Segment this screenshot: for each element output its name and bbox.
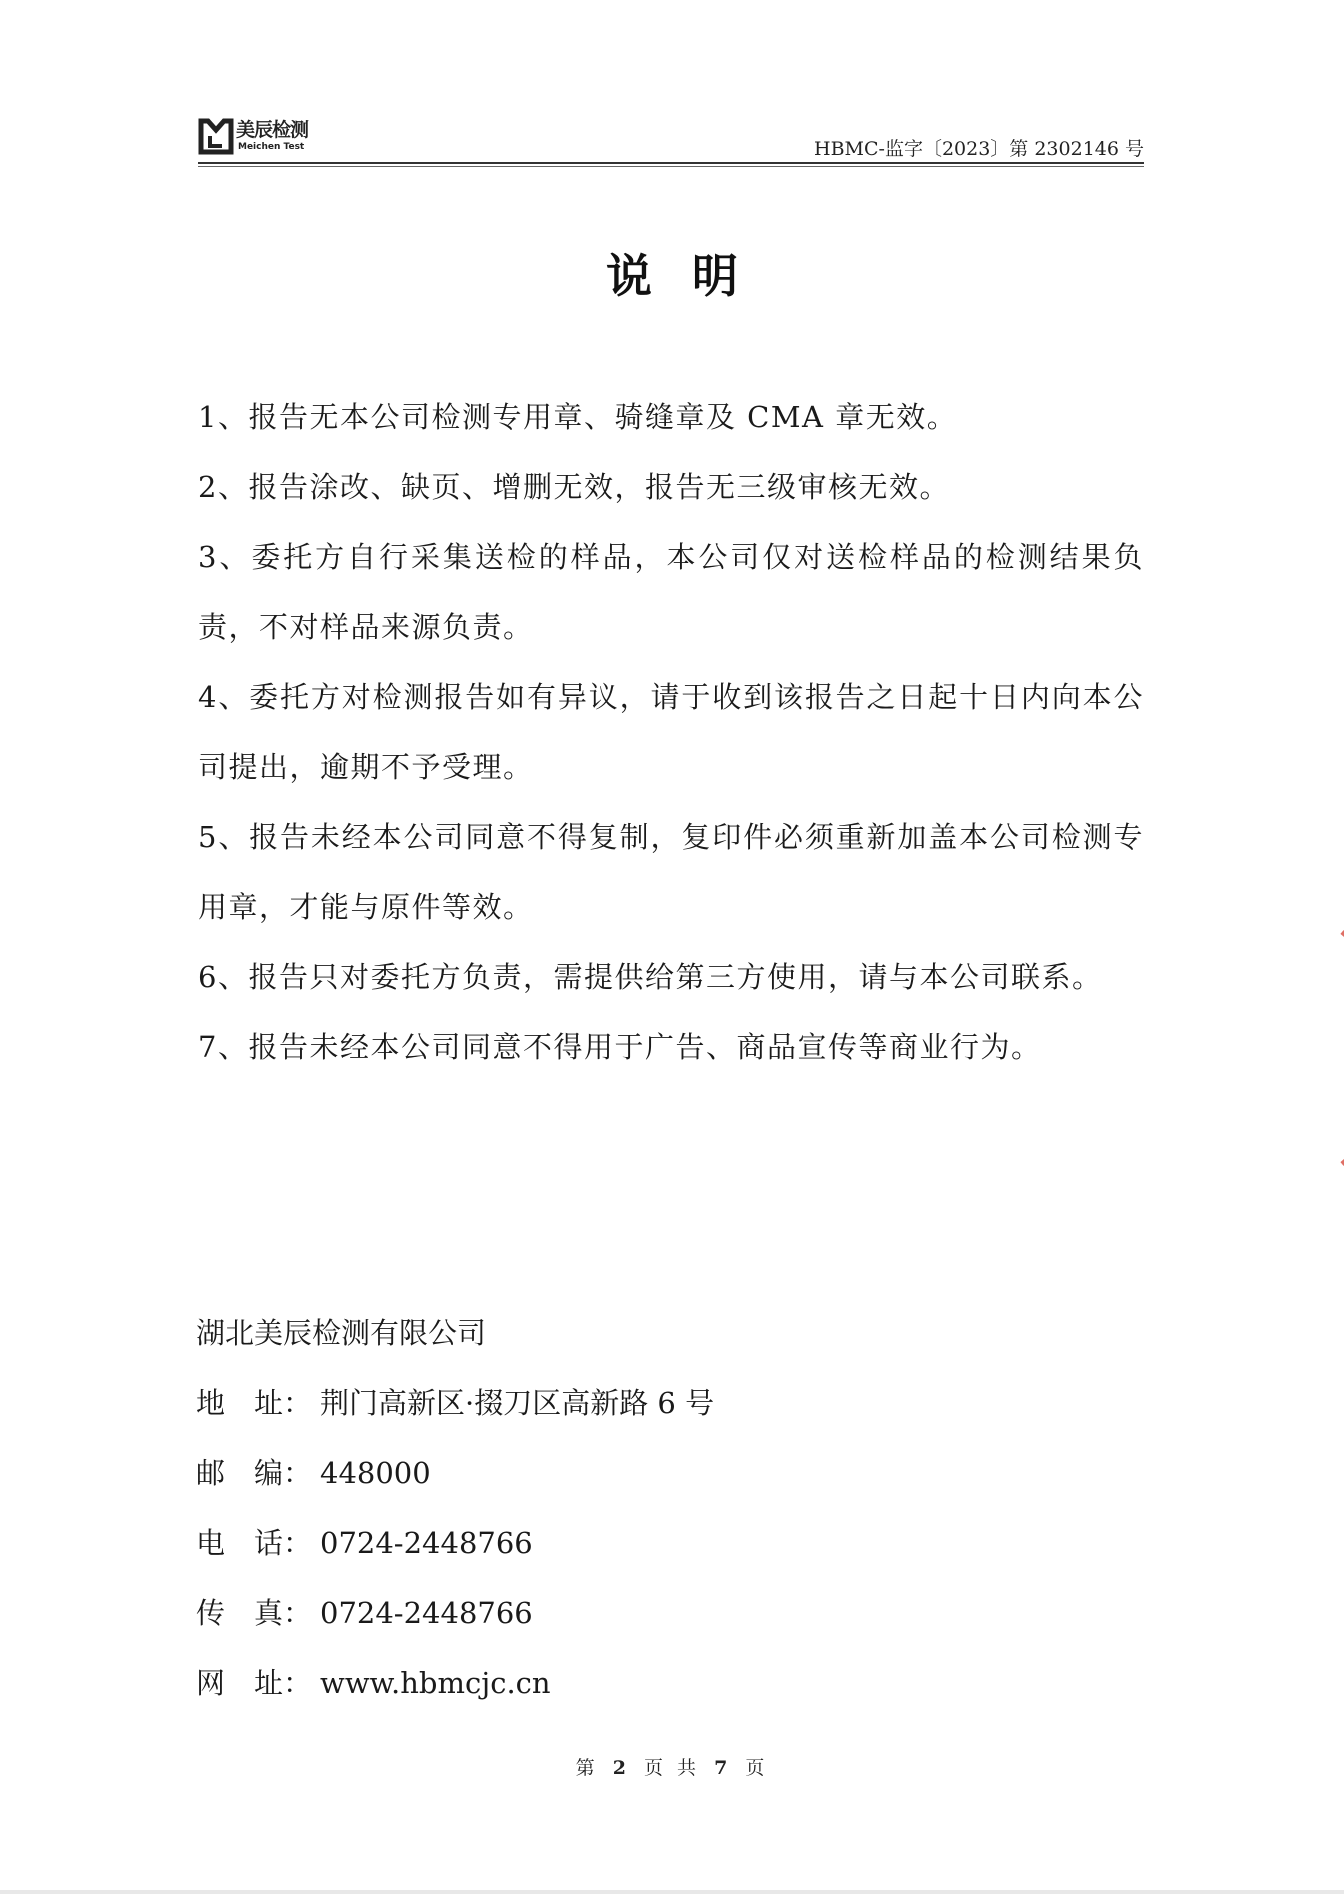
postcode-label: 邮 编： (196, 1456, 313, 1490)
website-label: 网 址： (196, 1666, 313, 1700)
phone-value: 0724-2448766 (320, 1526, 533, 1560)
clause-item: 4、委托方对检测报告如有异议，请于收到该报告之日起十日内向本公司提出，逾期不予受理。 (198, 680, 1144, 784)
fax-label: 传 真： (196, 1596, 313, 1630)
header-divider-thin (198, 166, 1144, 167)
page-number-middle: 页 共 (643, 1757, 701, 1779)
company-logo (198, 116, 338, 158)
page-number-prefix: 第 (575, 1757, 599, 1779)
logo-chinese-name: 美辰检测 (236, 119, 309, 141)
phone-label: 电 话： (196, 1526, 313, 1560)
company-name: 湖北美辰检测有限公司 (196, 1316, 487, 1350)
page-header (198, 116, 1144, 164)
phone-row (196, 1508, 1096, 1578)
website-link[interactable]: www.hbmcjc.cn (320, 1666, 551, 1700)
logo-mark-icon (198, 116, 234, 156)
clause-item: 6、报告只对委托方负责，需提供给第三方使用，请与本公司联系。 (198, 960, 1103, 994)
address-row (196, 1368, 1096, 1438)
postcode-row (196, 1438, 1096, 1508)
fax-value: 0724-2448766 (320, 1596, 533, 1630)
page-number (0, 1753, 1344, 1780)
clause-item: 2、报告涂改、缺页、增删无效，报告无三级审核无效。 (198, 470, 950, 504)
postcode-value: 448000 (320, 1456, 431, 1490)
clause-item: 7、报告未经本公司同意不得用于广告、商品宣传等商业行为。 (198, 1030, 1042, 1064)
logo-english-name: Meichen Test (238, 142, 305, 152)
website-row (196, 1648, 1096, 1718)
total-pages: 7 (714, 1757, 732, 1779)
clause-item: 3、委托方自行采集送检的样品，本公司仅对送检样品的检测结果负责，不对样品来源负责。 (198, 540, 1144, 644)
clause-item: 1、报告无本公司检测专用章、骑缝章及 CMA 章无效。 (198, 400, 958, 434)
clause-list (198, 382, 1144, 1082)
page-title: 说明 (606, 249, 778, 303)
page-number-suffix: 页 (745, 1757, 769, 1779)
company-info (196, 1298, 1096, 1718)
fax-row (196, 1578, 1096, 1648)
address-label: 地 址： (196, 1386, 313, 1420)
current-page: 2 (612, 1757, 630, 1779)
report-number: HBMC-监字〔2023〕第 2302146 号 (814, 138, 1144, 160)
seam-seal-stamp (1290, 928, 1344, 1168)
header-divider (198, 162, 1144, 164)
address-value: 荆门高新区·掇刀区高新路 6 号 (320, 1386, 715, 1420)
clause-item: 5、报告未经本公司同意不得复制，复印件必须重新加盖本公司检测专用章，才能与原件等效。 (198, 820, 1144, 924)
scan-edge (0, 1890, 1344, 1894)
